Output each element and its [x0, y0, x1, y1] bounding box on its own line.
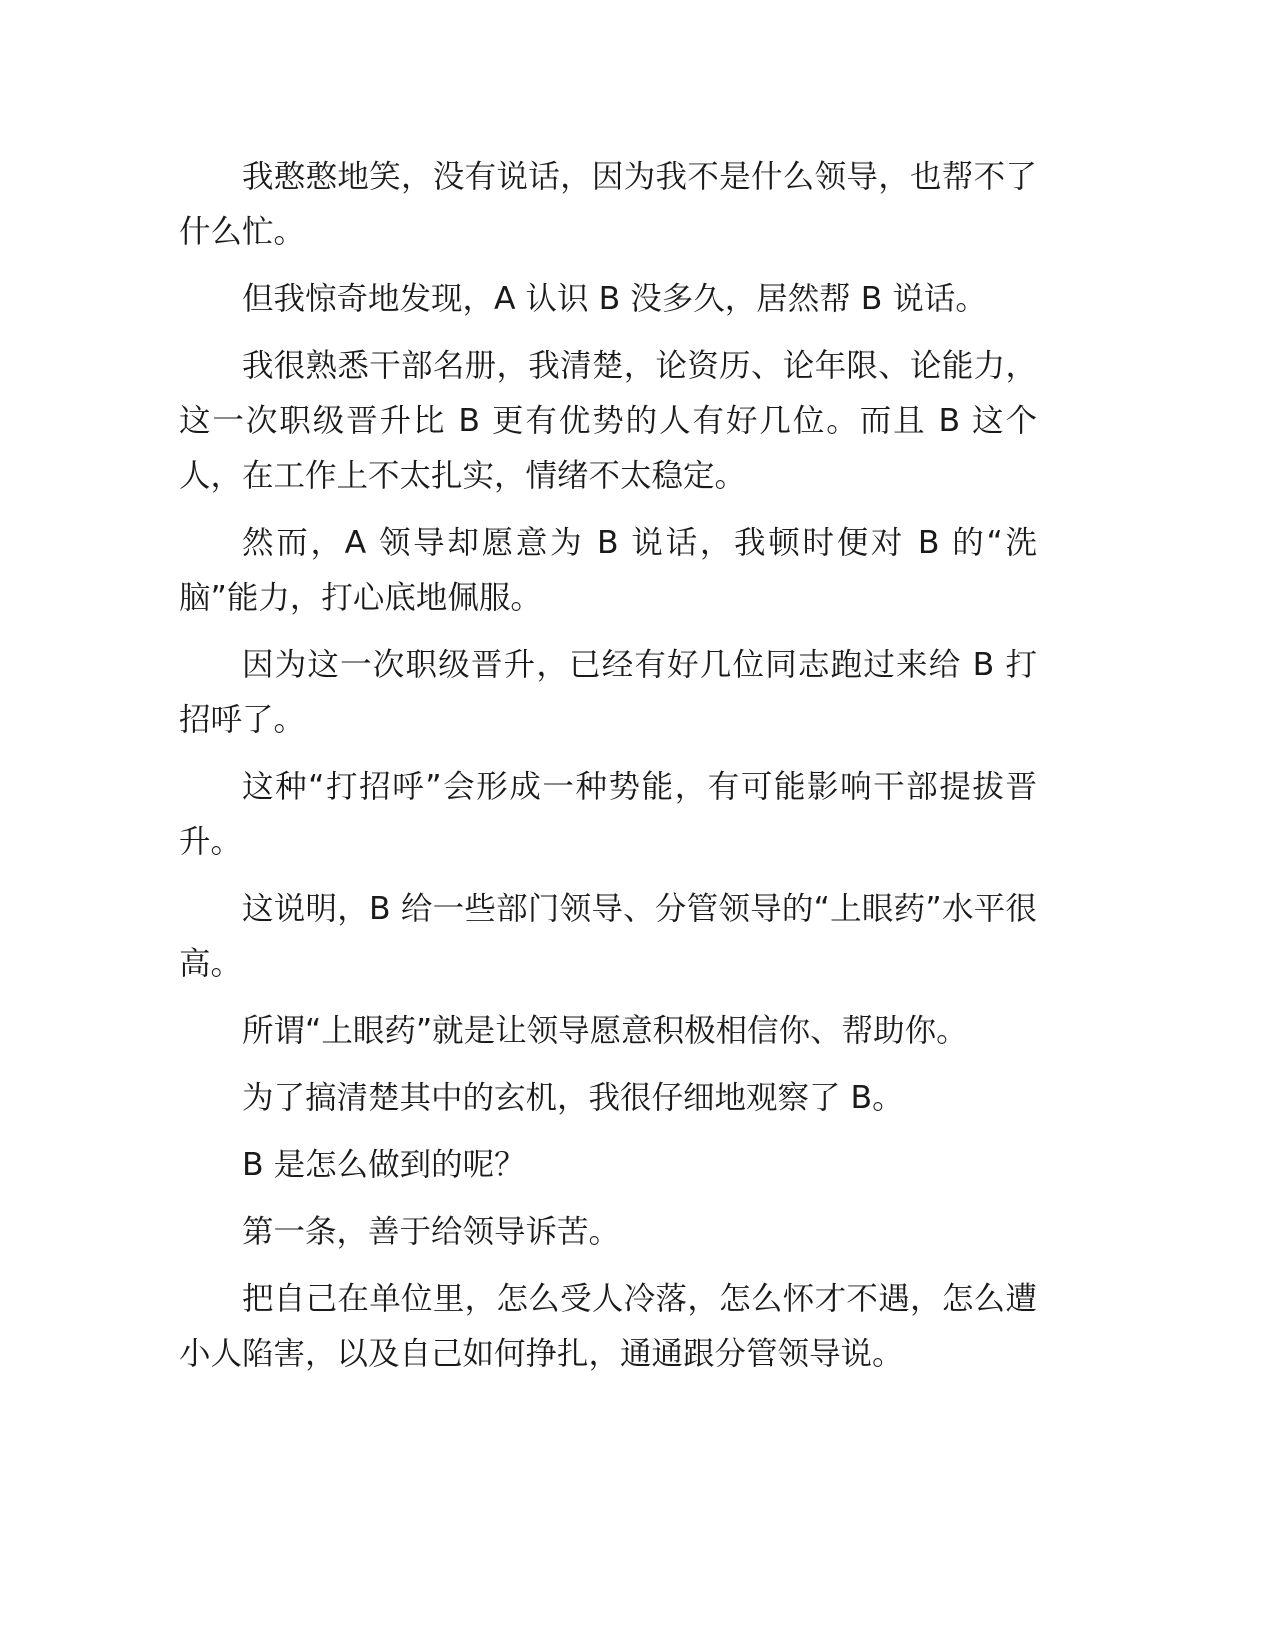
- paragraph: B 是怎么做到的呢？: [242, 1147, 526, 1183]
- paragraph: 为了搞清楚其中的玄机，我很仔细地观察了 B。: [242, 1080, 904, 1116]
- document-body: [179, 150, 1037, 1394]
- paragraph: 但我惊奇地发现，A 认识 B 没多久，居然帮 B 说话。: [242, 281, 987, 317]
- paragraph: 第一条，善于给领导诉苦。: [242, 1214, 621, 1250]
- paragraph: 把自己在单位里，怎么受人冷落，怎么怀才不遇，怎么遭小人陷害，以及自己如何挣扎，通通跟分管领导说。: [179, 1281, 1037, 1372]
- paragraph: 这种“打招呼”会形成一种势能，有可能影响干部提拔晋升。: [179, 769, 1037, 860]
- paragraph: 我很熟悉干部名册，我清楚，论资历、论年限、论能力，这一次职级晋升比 B 更有优势的人有好几位。而且 B 这个人，在工作上不太扎实，情绪不太稳定。: [179, 348, 1037, 494]
- paragraph: 所谓“上眼药”就是让领导愿意积极相信你、帮助你。: [242, 1013, 968, 1049]
- paragraph: 因为这一次职级晋升，已经有好几位同志跑过来给 B 打招呼了。: [179, 647, 1037, 738]
- paragraph: 我憨憨地笑，没有说话，因为我不是什么领导，也帮不了什么忙。: [179, 159, 1037, 250]
- paragraph: 然而，A 领导却愿意为 B 说话，我顿时便对 B 的“洗脑”能力，打心底地佩服。: [179, 525, 1037, 616]
- paragraph: 这说明，B 给一些部门领导、分管领导的“上眼药”水平很高。: [179, 891, 1037, 982]
